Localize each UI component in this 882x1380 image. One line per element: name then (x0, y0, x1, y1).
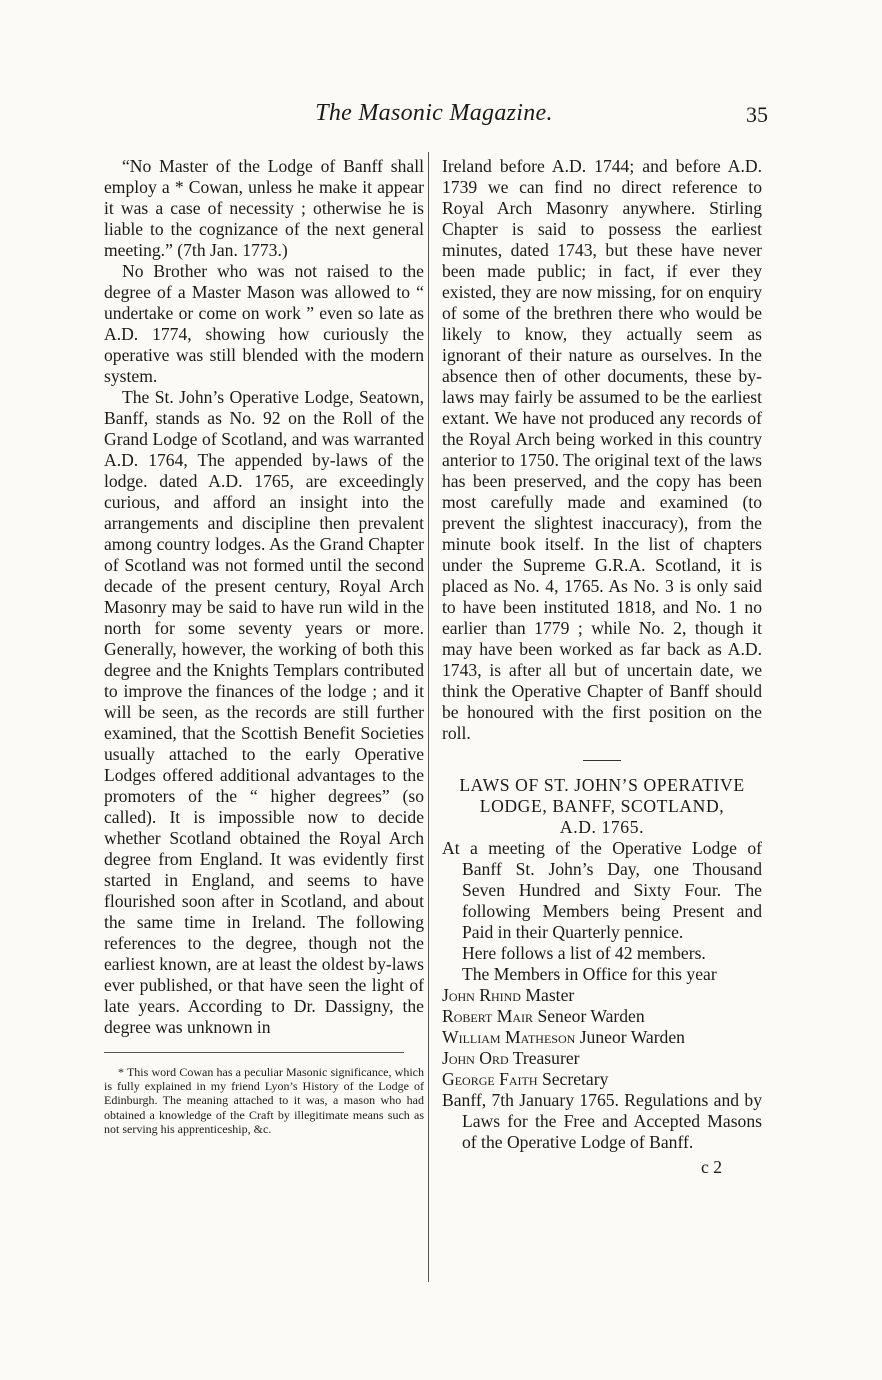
officer-secretary (442, 1069, 762, 1090)
officer-master (442, 985, 762, 1006)
officer-senior-warden (442, 1006, 762, 1027)
running-header (100, 100, 768, 134)
office-intro: The Members in Office for this year (462, 964, 717, 984)
paragraph-st-johns-lodge: The St. John’s Operative Lodge, Seatown, Banff, stands as No. 92 on the Roll of the Grand Lodge of Scotland, and was warranted A.D. 1764, The appended by-laws of the lodge. dated A.D. 1765, are exceedingly curious, and afford an insight into the arrangements and discipline then prevalent among country lodges. As the Grand Chapter of Scotland was not formed until the second decade of the present century, Royal Arch Masonry may be said to have run wild in the north for some seventy years or more. Generally, however, the working of both this degree and the Knights Templars contributed to improve the finances of the lodge ; and it will be seen, as the records are still further examined, that the Scottish Benefit Societies usually attached to the early Operative Lodges offered additional advantages to the promoters of the “ higher degrees” (so called). It is impossible now to decide whether Scotland obtained the Royal Arch degree from England. It was evidently first started in England, and seems to have flourished soon after in Scotland, and about the same time in Ireland. The following references to the degree, though not the earliest known, are at least the oldest by-laws ever published, or that have seen the light of late years. According to Dr. Dassigny, the degree was unknown in (104, 387, 424, 1037)
laws-heading: LAWS OF ST. JOHN’S OPERATIVE LODGE, BANFF, SCOTLAND, (459, 775, 745, 816)
members-note: Here follows a list of 42 members. (462, 943, 706, 963)
left-column (104, 156, 424, 1136)
officer-role: Secretary (537, 1069, 609, 1089)
officer-role: Treasurer (508, 1048, 580, 1068)
column-divider (428, 152, 429, 1282)
page-number: 35 (746, 102, 768, 127)
officer-name: George Faith (442, 1069, 538, 1089)
paragraph-cowan-rule: “No Master of the Lodge of Banff shall employ a * Cowan, unless he make it appear it was a case of necessity ; otherwise he is liable to the cognizance of the next general meeting.” (7th Jan. 1773.) (104, 156, 424, 260)
section-separator (583, 760, 621, 761)
officer-treasurer (442, 1048, 762, 1069)
officer-role: Master (520, 985, 575, 1005)
officer-name: John Rhind (442, 985, 521, 1005)
officer-role: Seneor Warden (533, 1006, 645, 1026)
regulations-intro: Banff, 7th January 1765. Regulations and by Laws for the Free and Accepted Masons of the Operative Lodge of Banff. (442, 1090, 762, 1152)
footnote-cowan: * This word Cowan has a peculiar Masonic significance, which is fully explained in my friend Lyon’s History of the Lodge of Edinburgh. The meaning attached to it was, a mason who had obtained a knowledge of the Craft by illegitimate means such as not serving his apprenticeship, &c. (104, 1065, 424, 1136)
laws-heading-date: A.D. 1765. (559, 817, 645, 837)
meeting-record: At a meeting of the Operative Lodge of Banff St. John’s Day, one Thousand Seven Hundred and Sixty Four. The following Members being Present and Paid in their Quarterly pennice. (442, 838, 762, 942)
officer-name: Robert Mair (442, 1006, 534, 1026)
right-column (442, 156, 762, 1178)
signature-mark: c 2 (700, 1157, 722, 1177)
paragraph-ireland-continued: Ireland before A.D. 1744; and before A.D. 1739 we can find no direct reference to Royal Arch Masonry anywhere. Stirling Chapter is said to possess the earliest minutes, dated 1743, but these have never been made public; in fact, if ever they existed, they are now missing, for on enquiry of some of the brethren there who would be likely to know, they actually seem as ignorant of their nature as ourselves. In the absence then of other documents, these by-laws may fairly be assumed to be the earliest extant. We have not produced any records of the Royal Arch being worked in this country anterior to 1750. The original text of the laws has been preserved, and the copy has been most carefully made and examined (to prevent the slightest inaccuracy), from the minute book itself. In the list of chapters under the Supreme G.R.A. Scotland, it is placed as No. 4, 1765. As No. 3 is only said to have been instituted 1818, and No. 1 no earlier than 1779 ; while No. 2, though it may have been worked as far back as A.D. 1743, is after all but of uncertain date, we think the Operative Chapter of Banff should be honoured with the first position on the roll. (442, 156, 762, 743)
officer-name: John Ord (442, 1048, 509, 1068)
officer-name: William Matheson (442, 1027, 576, 1047)
footnote-rule (104, 1052, 404, 1053)
paragraph-master-mason: No Brother who was not raised to the degree of a Master Mason was allowed to “ undertake or come on work ” even so late as A.D. 1774, showing how curiously the operative was still blended with the modern system. (104, 261, 424, 386)
officer-junior-warden (442, 1027, 762, 1048)
magazine-title: The Masonic Magazine. (315, 100, 553, 126)
officer-role: Juneor Warden (575, 1027, 685, 1047)
